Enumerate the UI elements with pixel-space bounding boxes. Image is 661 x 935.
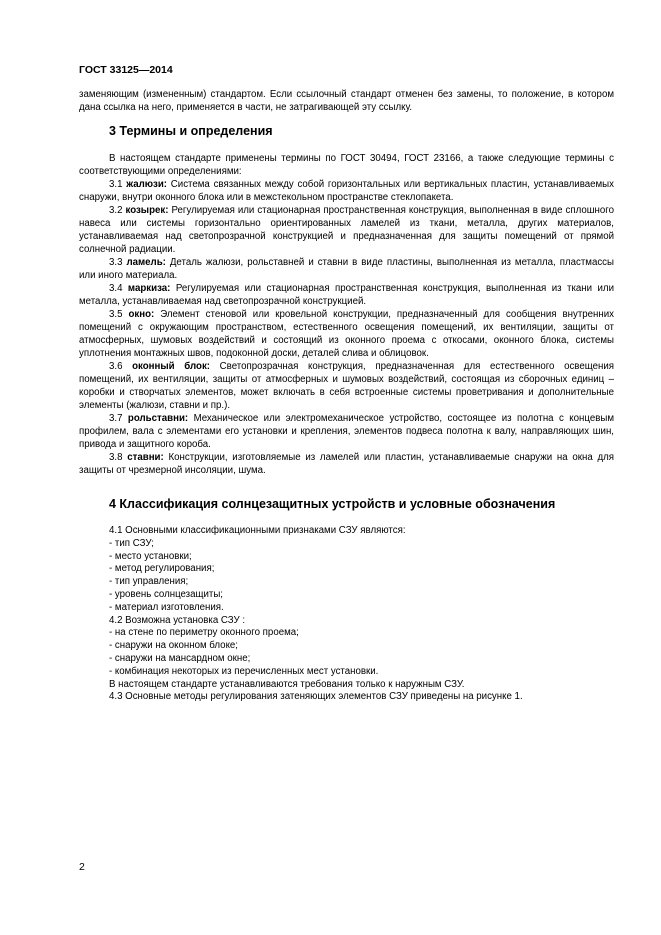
section-4-line: - снаружи на мансардном окне; <box>109 652 251 664</box>
term-definition: Система связанных между собой горизонтальных или вертикальных пластин, устанавливаемых снаружи, внутри оконного блока или в межстекольном пространстве стеклопакета. <box>79 179 614 203</box>
term-3-8 <box>79 451 614 477</box>
intro-text: заменяющим (измененным) стандартом. Если ссылочный стандарт отменен без замены, то положение, в котором дана ссылка на него, применяется в части, не затрагивающей эту ссылку. <box>79 89 614 113</box>
term-definition: Регулируемая или стационарная пространственная конструкция, выполненная из ткани или металла, устанавливаемая над светопрозрачной конструкцией. <box>79 283 614 307</box>
intro-paragraph <box>79 88 614 114</box>
section-3-body <box>79 152 614 477</box>
term-name: козырек: <box>125 205 169 216</box>
term-3-7 <box>79 412 614 451</box>
term-3-4 <box>79 282 614 308</box>
term-name: ставни: <box>127 452 164 463</box>
term-number: 3.3 <box>109 257 123 268</box>
term-name: жалюзи: <box>126 179 168 190</box>
section-4-line: - уровень солнцезащиты; <box>109 588 223 600</box>
term-name: маркиза: <box>127 283 171 294</box>
section-4-title: 4 Классификация солнцезащитных устройств и условные обозначения <box>109 497 556 511</box>
section-4-line: - материал изготовления. <box>109 601 224 613</box>
term-name: рольставни: <box>127 413 189 424</box>
term-number: 3.8 <box>109 452 123 463</box>
term-definition: Регулируемая или стационарная пространственная конструкция, выполненная в виде сплошного навеса или системы горизонтально ориентированных ламелей из ткани, металла, других материалов, устанавливаемая над светопрозрачной конструкцией и предназначенная для защиты помещений от прямой солнечной радиации. <box>79 205 614 255</box>
document-code: ГОСТ 33125—2014 <box>79 64 173 76</box>
section-4-line: В настоящем стандарте устанавливаются требования только к наружным СЗУ. <box>109 678 465 690</box>
section-3-lead: В настоящем стандарте применены термины по ГОСТ 30494, ГОСТ 23166, а также следующие термины с соответствующими определениями: <box>79 153 614 177</box>
section-4-line: - тип управления; <box>109 576 189 588</box>
term-name: ламель: <box>126 257 166 268</box>
section-4-line: - место установки; <box>109 550 192 562</box>
section-4-line: - комбинация некоторых из перечисленных мест установки. <box>109 665 379 677</box>
section-4-line: - метод регулирования; <box>109 563 215 575</box>
term-definition: Деталь жалюзи, рольставней и ставни в виде пластины, выполненная из металла, пластмассы или иного материала. <box>79 257 614 281</box>
term-3-3 <box>79 256 614 282</box>
term-name: оконный блок: <box>132 361 211 372</box>
section-4-line: 4.3 Основные методы регулирования затеняющих элементов СЗУ приведены на рисунке 1. <box>109 691 523 703</box>
section-4-body <box>109 525 609 704</box>
term-definition: Элемент стеновой или кровельной конструкции, предназначенный для сообщения внутренних помещений с окружающим пространством, естественного освещения помещений, их вентиляции, защиты от атмосферных, шумовых воздействий и состоящий из оконного проема с откосами, оконного блока, системы уплотнения монтажных швов, подоконной доски, деталей слива и облицовок. <box>79 309 614 359</box>
term-number: 3.6 <box>109 361 123 372</box>
section-4-line: 4.2 Возможна установка СЗУ : <box>109 614 246 626</box>
term-number: 3.2 <box>109 205 123 216</box>
section-4-line: 4.1 Основными классификационными признаками СЗУ являются: <box>109 525 406 536</box>
term-number: 3.7 <box>109 413 123 424</box>
term-3-2 <box>79 204 614 256</box>
term-number: 3.1 <box>109 179 123 190</box>
term-definition: Механическое или электромеханическое устройство, состоящее из полотна с концевым профилем, вала с элементами его установки и крепления, элементов подвеса полотна к валу, направляющих шин, привода и защитного короба. <box>79 413 614 450</box>
section-4-line: - снаружи на оконном блоке; <box>109 640 238 652</box>
section-4-line: - на стене по периметру оконного проема; <box>109 627 299 639</box>
term-definition: Светопрозрачная конструкция, предназначенная для естественного освещения помещений, их вентиляции, защиты от атмосферных и шумовых воздействий, состоящая из сборочных единиц – коробки и створчатых элементов, может включать в себя встроенные системы проветривания и дополнительные элементы (жалюзи, ставни и пр.). <box>79 361 614 411</box>
section-3-title: 3 Термины и определения <box>109 124 273 138</box>
term-number: 3.5 <box>109 309 123 320</box>
term-name: окно: <box>128 309 155 320</box>
section-4-line: - тип СЗУ; <box>109 537 154 549</box>
term-3-1 <box>79 178 614 204</box>
term-3-5 <box>79 308 614 360</box>
term-3-6 <box>79 360 614 412</box>
term-number: 3.4 <box>109 283 123 294</box>
term-definition: Конструкции, изготовляемые из ламелей или пластин, устанавливаемые снаружи на окна для защиты от чрезмерной инсоляции, шума. <box>79 452 614 476</box>
page-number: 2 <box>79 861 85 873</box>
